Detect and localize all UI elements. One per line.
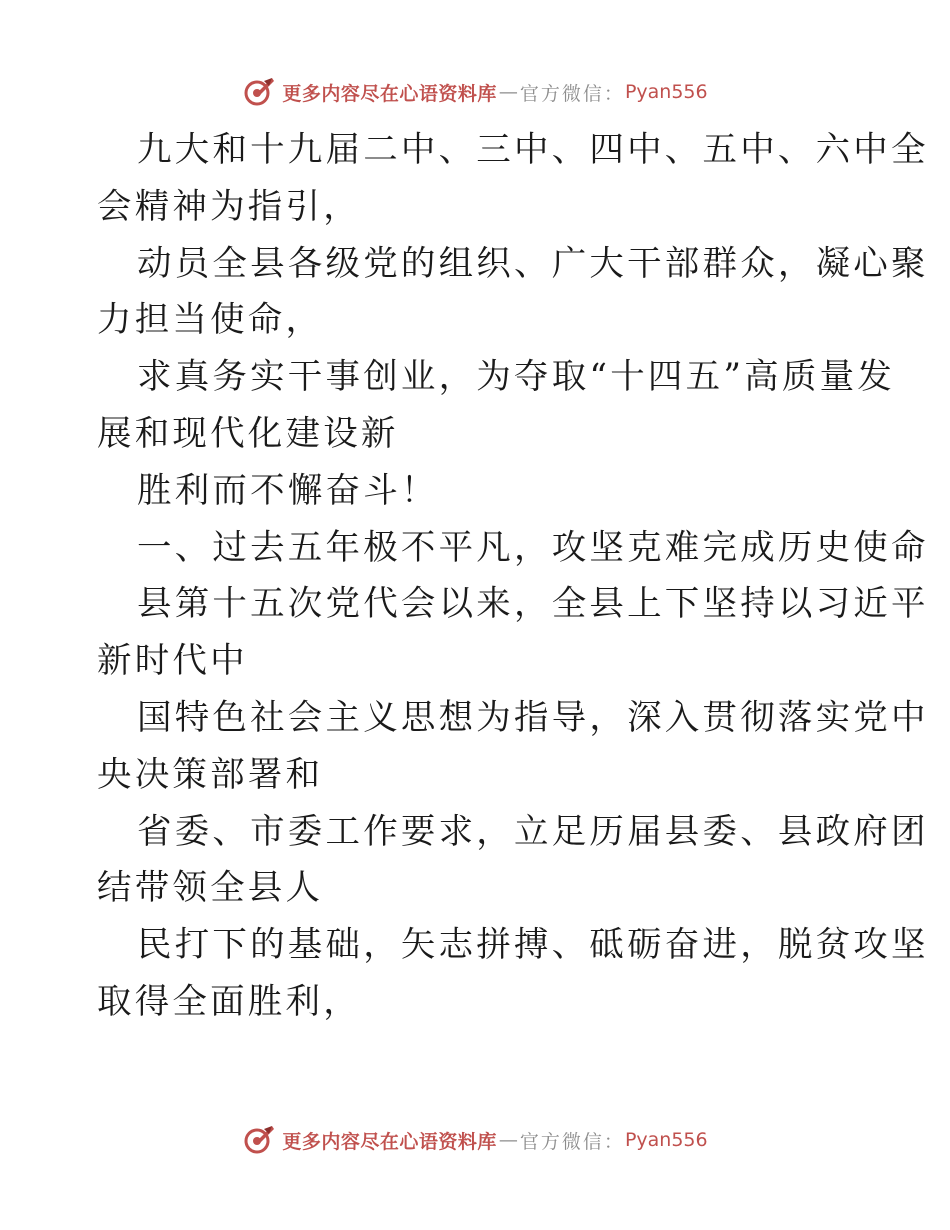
text-line: 国特色社会主义思想为指导，深入贯彻落实党中 [137,697,929,738]
watermark-separator: — [498,1129,518,1151]
footer-watermark [0,1120,950,1160]
text-line: 结带领全县人 [97,868,324,909]
watermark-label: 官方微信： [519,82,625,105]
text-line: 会精神为指引， [97,186,361,227]
text-line: 央决策部署和 [97,754,324,795]
quill-pen-logo-icon [242,1123,276,1157]
watermark-brand-text: 更多内容尽在心语资料库 [282,82,497,105]
watermark-separator: — [498,81,518,103]
text-line: 力担当使命， [97,300,324,341]
text-line: 县第十五次党代会以来，全县上下坚持以习近平 [137,584,929,625]
watermark-account: Pyan556 [624,1129,708,1151]
section-heading: 一、过去五年极不平凡，攻坚克难完成历史使命 [137,527,929,568]
text-line: 民打下的基础，矢志拼搏、砥砺奋进，脱贫攻坚 [137,925,929,966]
watermark-brand-text: 更多内容尽在心语资料库 [282,1130,497,1153]
header-watermark [0,72,950,112]
text-line: 求真务实干事创业，为夺取“十四五”高质量发 [137,357,895,398]
text-line: 动员全县各级党的组织、广大干部群众，凝心聚 [137,243,929,284]
text-line: 展和现代化建设新 [97,413,399,454]
text-line: 胜利而不懈奋斗！ [137,470,439,511]
text-line: 取得全面胜利， [97,981,361,1022]
text-line: 九大和十九届二中、三中、四中、五中、六中全 [137,130,929,170]
text-line: 省委、市委工作要求，立足历届县委、县政府团 [137,811,929,852]
quill-pen-logo-icon [242,75,276,109]
watermark-account: Pyan556 [624,81,708,103]
text-line: 新时代中 [97,641,248,682]
document-body [97,122,929,1031]
watermark-label: 官方微信： [519,1130,625,1153]
